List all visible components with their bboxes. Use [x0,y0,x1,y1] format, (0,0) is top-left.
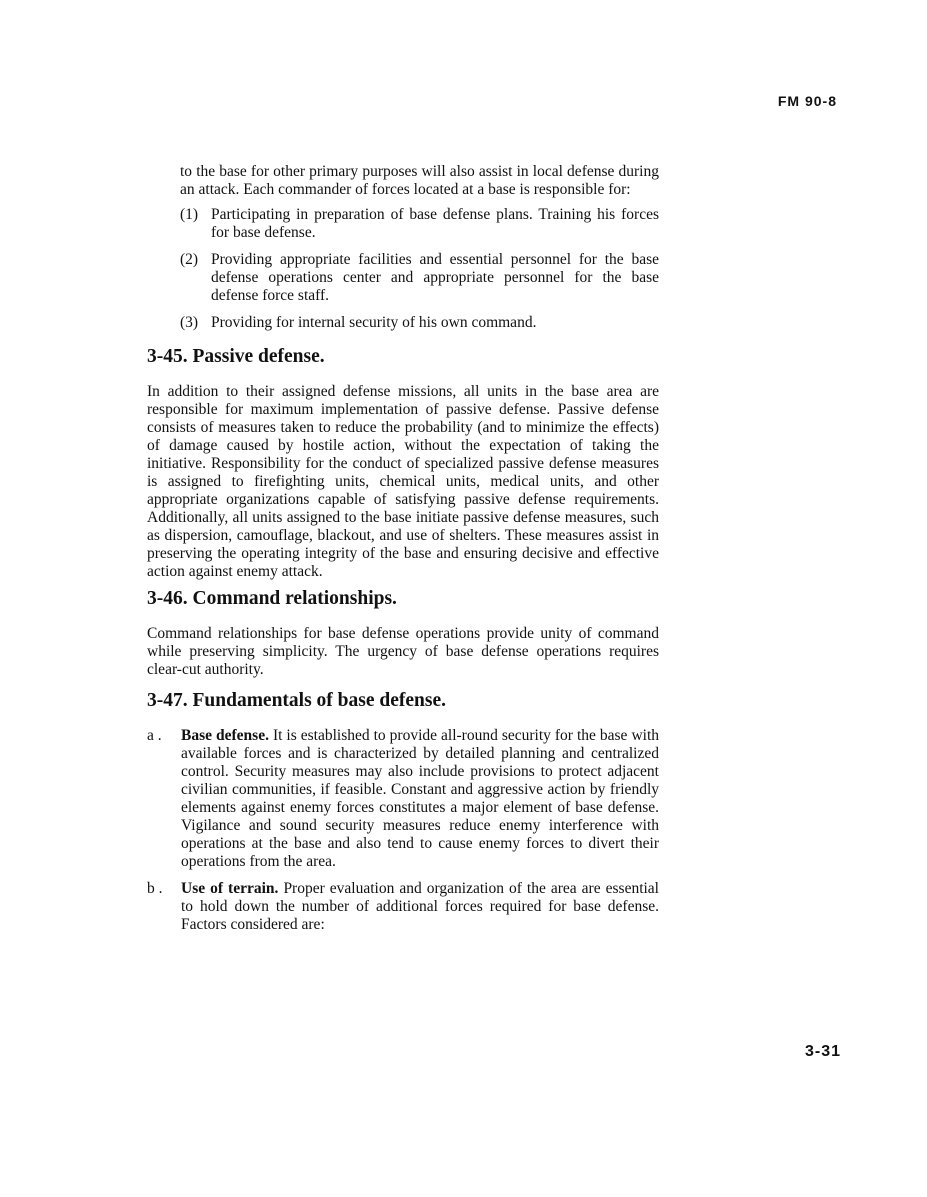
fundamentals-list [147,727,659,934]
item-body: It is established to provide all-round security for the base with available forces and is characterized by detailed planning and centralized control. Security measures may also include provisions to protect adjacent civilian communities, if feasible. Constant and aggressive action by friendly elements against enemy forces constitutes a major element of base defense. Vigilance and sound security measures reduce enemy interference with operations at the base and also tend to cause enemy forces to divert their operations from the area. [181,727,659,870]
item-text [181,880,659,934]
page-number: 3-31 [804,1043,841,1060]
responsibility-item-2 [180,251,659,305]
page-body [147,163,659,943]
item-text [181,727,659,871]
item-text: Participating in preparation of base defense plans. Training his forces for base defense. [211,206,659,241]
intro-paragraph: to the base for other primary purposes will also assist in local defense during an attack. Each commander of forces located at a base is responsible for: [180,163,659,198]
responsibility-item-3 [180,314,659,332]
item-marker: (2) [180,251,199,268]
section-heading-fundamentals: 3-47. Fundamentals of base defense. [147,690,447,711]
item-text: Providing for internal security of his own command. [211,314,537,331]
fundamental-item-b [147,880,659,934]
item-title: Use of terrain. [181,880,279,897]
item-body: Proper evaluation and organization of the area are essential to hold down the number of additional forces required for base defense. Factors considered are: [181,880,659,933]
section-heading-command-relationships: 3-46. Command relationships. [147,588,397,609]
item-text: Providing appropriate facilities and essential personnel for the base defense operations center and appropriate personnel for the base defense force staff. [211,251,659,304]
fundamental-item-a [147,727,659,871]
item-marker: b . [147,880,163,897]
section-heading-passive-defense: 3-45. Passive defense. [147,346,325,367]
running-header: FM 90-8 [777,93,837,109]
responsibility-list [180,206,659,332]
item-title: Base defense. [181,727,269,744]
item-marker: a . [147,727,162,744]
command-relationships-paragraph: Command relationships for base defense operations provide unity of command while preserving simplicity. The urgency of base defense operations requires clear-cut authority. [147,625,659,678]
item-marker: (3) [180,314,199,331]
responsibility-item-1 [180,206,659,242]
passive-defense-paragraph: In addition to their assigned defense missions, all units in the base area are responsible for maximum implementation of passive defense. Passive defense consists of measures taken to reduce the probability (and to minimize the effects) of damage caused by hostile action, without the expectation of taking the initiative. Responsibility for the conduct of specialized passive defense measures is assigned to firefighting units, chemical units, medical units, and other appropriate organizations capable of satisfying passive defense requirements. Additionally, all units assigned to the base initiate passive defense measures, such as dispersion, camouflage, blackout, and use of shelters. These measures assist in preserving the operating integrity of the base and ensuring decisive and effective action against enemy attack. [147,383,659,580]
item-marker: (1) [180,206,199,223]
